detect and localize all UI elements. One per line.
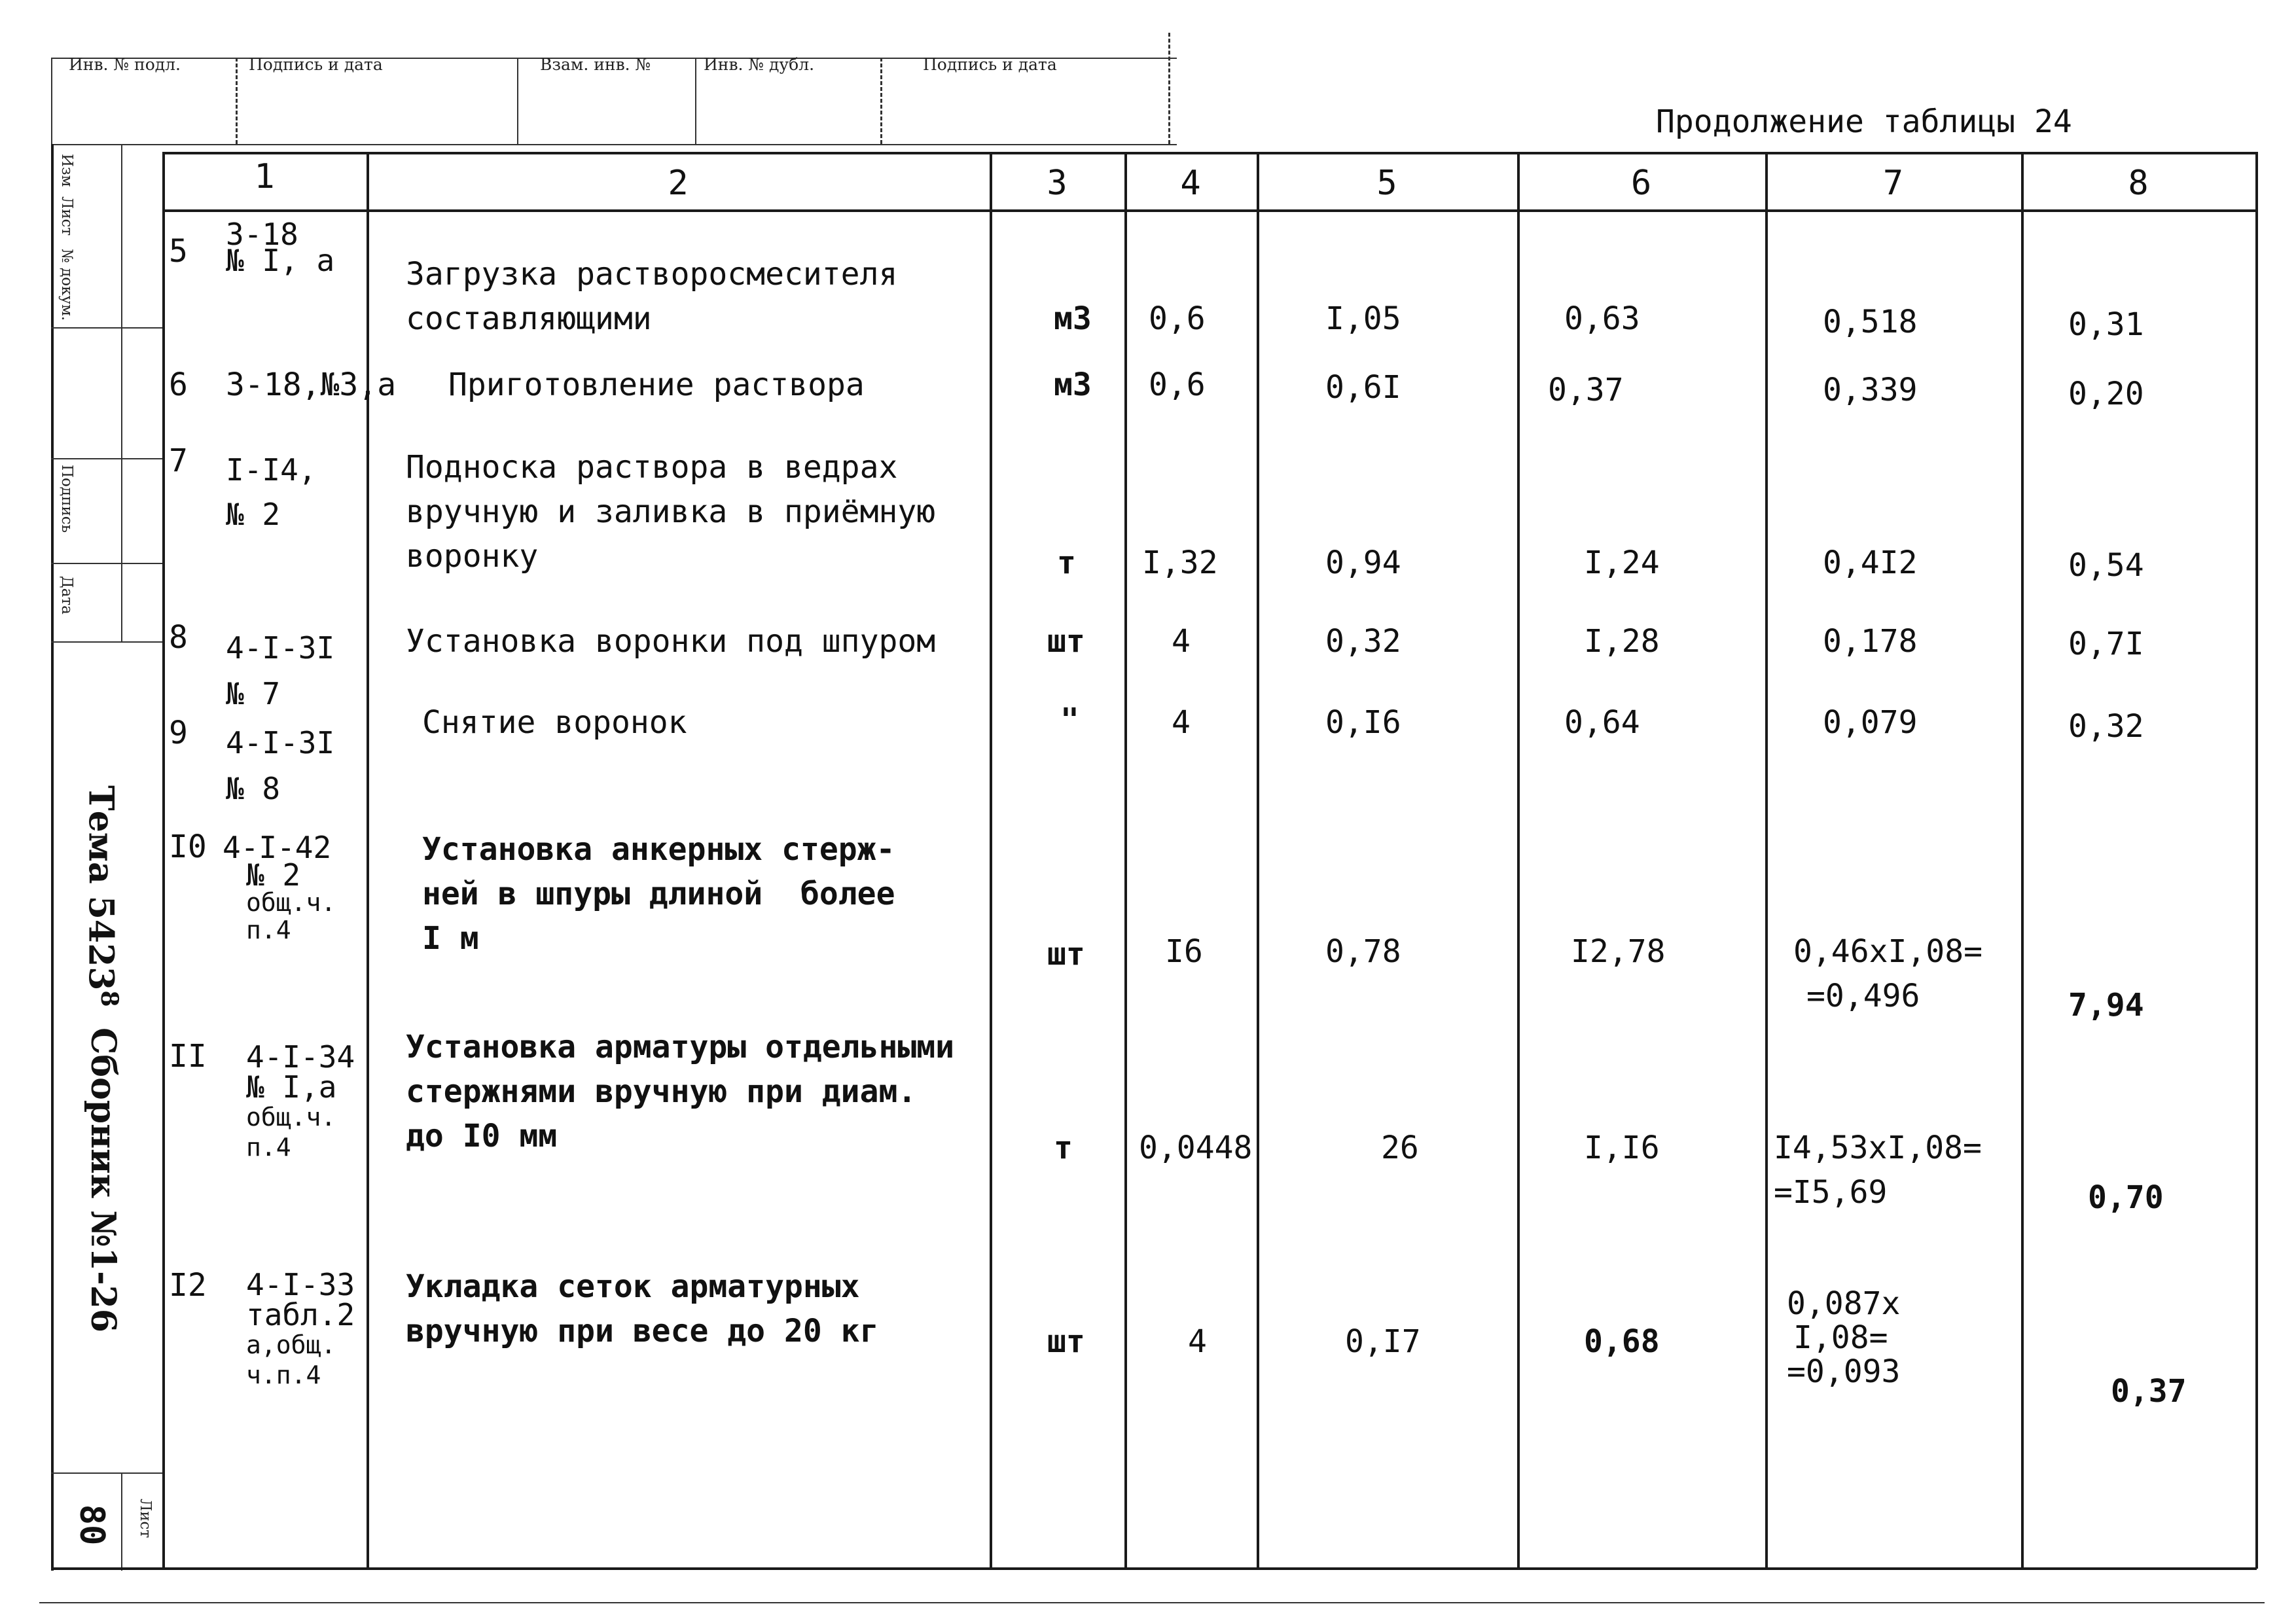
row-unit: " [1060,702,1079,738]
row-col5: 0,32 [1325,623,1401,660]
code-line: а,общ. [246,1330,336,1359]
row-number: 8 [169,619,188,656]
side-list: Лист [58,196,75,236]
desc-line: I м [422,920,479,957]
row-col8: 0,20 [2068,376,2144,412]
row-description [406,252,897,341]
row-col6: 0,37 [1548,372,1624,408]
code-line: № 8 [226,771,281,806]
code-line: табл.2 [246,1297,355,1332]
row-unit: шт [1047,623,1085,660]
desc-line: Установка арматуры отдельными [406,1029,955,1065]
row-number: I2 [169,1267,207,1304]
calc-line: 0,087x [1787,1285,1901,1322]
row-col4: 0,6 [1149,300,1206,337]
stamp-inv-dubl: Инв. № дубл. [704,55,815,74]
row-col5: I,05 [1325,300,1401,337]
row-col8: 7,94 [2068,987,2144,1024]
code-line: общ.ч. [246,888,336,917]
row-col8: 0,7I [2068,626,2144,662]
row-col7: 0,518 [1823,304,1918,340]
desc-line: Укладка сеток арматурных [406,1268,860,1305]
row-col4: I,32 [1142,544,1218,581]
side-izm: Изм [58,154,75,187]
calc-line: I4,53xI,08= [1774,1130,1982,1166]
desc-line: воронку [406,538,539,575]
row-col7: 0,079 [1823,704,1918,741]
row-col4: 0,6 [1149,366,1206,403]
row-description: Приготовление раствора [448,366,865,403]
row-code [223,830,336,944]
row-col5: 0,78 [1325,933,1401,970]
continuation-title: Продолжение таблицы 24 [1656,103,2072,140]
code-line: ч.п.4 [246,1361,321,1389]
calc-line: =I5,69 [1774,1174,1888,1211]
side-n-dokum: № докум. [58,249,75,321]
row-unit: шт [1047,1323,1085,1360]
row-col6: 0,68 [1584,1323,1660,1360]
code-line: № I,а [246,1069,337,1105]
code-line: № I, а [226,243,335,278]
code-line: I-I4, [226,452,317,488]
side-project-text: Тема 5423 [81,785,121,991]
row-unit: т [1054,1130,1073,1166]
row-code [223,1039,355,1162]
row-col6: 0,64 [1564,704,1640,741]
row-number: 6 [169,366,188,403]
desc-line: ней в шпуры длиной более [422,876,895,912]
row-description [406,1264,878,1353]
row-number: I0 [169,829,207,865]
col-header-3: 3 [1047,164,1067,203]
code-line: 4-I-3I [226,630,335,666]
row-code [226,448,316,537]
row-code [226,217,335,278]
code-line: № 2 [246,857,301,893]
row-number: 5 [169,233,188,270]
side-podpis: Подпись [58,465,75,533]
row-col4: I6 [1165,933,1203,970]
desc-line: Подноска раствора в ведрах [406,449,898,486]
side-data: Дата [58,576,75,615]
row-description [422,827,895,961]
row-col8: 0,54 [2068,547,2144,584]
row-col7 [1787,1287,1900,1389]
desc-line: до I0 мм [406,1118,558,1154]
row-col5: 26 [1381,1130,1419,1166]
code-line: № 2 [226,497,281,532]
row-col7: 0,339 [1823,372,1918,408]
stamp-inv-podl: Инв. № подл. [69,55,181,74]
code-line: 4-I-3I [226,725,335,760]
code-line: п.4 [246,916,291,944]
row-col7 [1793,929,1982,1018]
desc-line: Загрузка растворосмесителя [406,256,898,293]
col-header-7: 7 [1882,164,1904,203]
row-col7 [1774,1126,1982,1215]
row-unit: м3 [1054,300,1092,337]
desc-line: вручную и заливка в приёмную [406,493,936,530]
row-col4: 4 [1172,704,1191,741]
row-col7: 0,178 [1823,623,1918,660]
row-unit: м3 [1054,366,1092,403]
row-col8: 0,31 [2068,306,2144,343]
row-code [226,720,334,812]
stamp-podpis-data: Подпись и дата [249,55,383,74]
row-number: 9 [169,715,188,751]
code-line: п.4 [246,1133,291,1162]
row-col5: 0,I6 [1325,704,1401,741]
code-line: № 7 [226,676,281,711]
row-code [223,1267,355,1390]
row-col6: I,28 [1584,623,1660,660]
row-code [226,625,334,717]
side-sheet-label: Лист [137,1499,154,1539]
stamp-podpis-data-2: Подпись и дата [923,55,1057,74]
desc-line: составляющими [406,300,652,337]
side-project-sup: 8 [96,990,123,1007]
code-line: 4-I-42 [223,830,332,865]
row-col7: 0,4I2 [1823,544,1918,581]
row-description: Установка воронки под шпуром [406,623,936,660]
code-line: 4-I-34 [246,1039,355,1075]
row-col5: 0,94 [1325,544,1401,581]
row-col6: I,24 [1584,544,1660,581]
row-col4: 4 [1172,623,1191,660]
desc-line: вручную при весе до 20 кг [406,1313,879,1349]
row-col4: 0,0448 [1139,1130,1253,1166]
calc-line: I,08= [1793,1319,1888,1356]
row-description [406,1025,954,1158]
row-col8: 0,37 [2111,1373,2187,1410]
col-header-2: 2 [668,164,689,203]
row-col5: 0,6I [1325,369,1401,406]
row-col8: 0,70 [2088,1179,2164,1216]
desc-line: стержнями вручную при диам. [406,1073,917,1110]
row-col8: 0,32 [2068,708,2144,745]
row-col6: I2,78 [1571,933,1666,970]
row-col4: 4 [1188,1323,1207,1360]
row-col6: I,I6 [1584,1130,1660,1166]
row-unit: шт [1047,936,1085,972]
code-line: 3-18 [226,217,298,252]
sheet-number: 80 [72,1504,111,1546]
side-collection: Сборник №1-26 [83,1027,123,1333]
code-line: общ.ч. [246,1103,336,1132]
calc-line: =0,093 [1787,1353,1901,1390]
col-header-6: 6 [1630,164,1652,203]
row-col5: 0,I7 [1345,1323,1421,1360]
side-project [81,785,123,1007]
row-unit: т [1057,544,1076,581]
calc-line: 0,46xI,08= [1793,933,1982,970]
row-description: Снятие воронок [422,704,687,741]
col-header-8: 8 [2128,164,2149,203]
code-line: 4-I-33 [246,1267,355,1302]
row-number: 7 [169,442,188,479]
col-header-1: 1 [254,157,275,196]
desc-line: Установка анкерных стерж- [422,831,895,868]
row-description [406,445,935,579]
row-col6: 0,63 [1564,300,1640,337]
col-header-4: 4 [1180,164,1201,203]
col-header-5: 5 [1376,164,1397,203]
row-number: II [169,1038,207,1075]
calc-line: =0,496 [1806,978,1920,1014]
row-code: 3-18,№3,а [226,366,397,403]
stamp-vzam-inv: Взам. инв. № [540,55,651,74]
